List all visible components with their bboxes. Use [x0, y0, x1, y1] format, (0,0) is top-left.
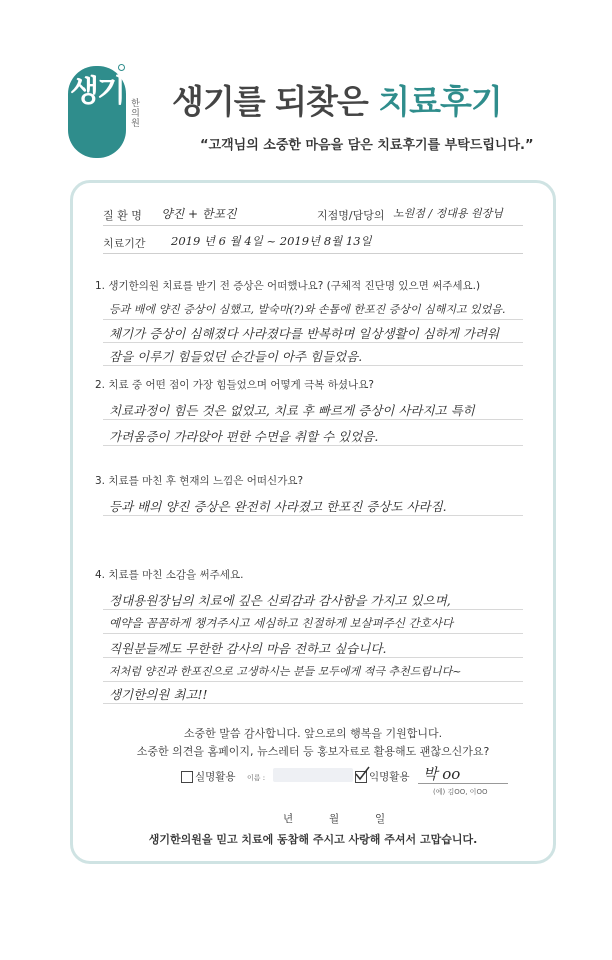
- answer-2-line-2: 가려움증이 가라앉아 편한 수면을 취할 수 있었음.: [109, 429, 379, 444]
- question-4: 4. 치료를 마친 소감을 써주세요.: [95, 569, 244, 581]
- answer-1: [103, 295, 523, 367]
- answer-line: [103, 657, 523, 658]
- answer-3: [103, 491, 523, 521]
- answer-2: [103, 395, 523, 447]
- date-year-label: 년: [283, 813, 294, 825]
- answer-1-line-3: 잠을 이루기 힘들었던 순간들이 아주 힘들었음.: [109, 349, 363, 364]
- name-label: 이름 :: [247, 774, 266, 782]
- logo-subtext: 한의원: [129, 98, 139, 128]
- page-title: [172, 76, 502, 123]
- footer-message: 생기한의원을 믿고 치료에 동참해 주시고 사랑해 주셔서 고맙습니다.: [148, 833, 478, 846]
- answer-line: [103, 681, 523, 682]
- date-month-label: 월: [329, 813, 340, 825]
- title-accent: 치료후기: [378, 82, 502, 121]
- anonymous-value: 박 oo: [423, 765, 461, 783]
- answer-line: [103, 365, 523, 366]
- branch-label: 지점명/담당의: [317, 209, 385, 222]
- period-value: 2019 년 6 월 4일 ~ 2019년 8월 13일: [171, 234, 372, 248]
- disease-value: 양진 + 한포진: [161, 207, 237, 221]
- question-2: 2. 치료 중 어떤 점이 가장 힘들었으며 어떻게 극복 하셨나요?: [95, 379, 374, 391]
- answer-line: [103, 703, 523, 704]
- answer-line: [103, 609, 523, 610]
- answer-4-line-1: 정대용원장님의 치료에 깊은 신뢰감과 감사함을 가지고 있으며,: [109, 593, 451, 608]
- answer-3-line-1: 등과 배의 양진 증상은 완전히 사라졌고 한포진 증상도 사라짐.: [109, 499, 447, 514]
- page-subtitle: “고객님의 소중한 마음을 담은 치료후기를 부탁드립니다.”: [200, 138, 534, 153]
- logo-dot-icon: [118, 64, 125, 71]
- review-form: [70, 180, 556, 864]
- thanks-line-2: 소중한 의견을 홈페이지, 뉴스레터 등 홍보자료로 활용해도 괜찮으신가요?: [136, 745, 490, 758]
- anonymous-underline: [418, 783, 508, 784]
- branch-value: 노원점 / 정대용 원장님: [393, 207, 503, 220]
- answer-4-line-2: 예약을 꼼꼼하게 챙겨주시고 세심하고 친절하게 보살펴주신 간호사다: [109, 616, 454, 630]
- answer-2-line-1: 치료과정이 힘든 것은 없었고, 치료 후 빠르게 증상이 사라지고 특히: [109, 403, 475, 418]
- period-row: [103, 229, 523, 254]
- answer-4-line-3: 직원분들께도 무한한 감사의 마음 전하고 싶습니다.: [109, 641, 387, 656]
- answer-1-line-1: 등과 배에 양진 증상이 심했고, 발숙마(?)와 손톱에 한포진 증상이 심해지고 있었음.: [109, 303, 506, 316]
- real-name-checkbox[interactable]: [181, 771, 193, 783]
- date-day-label: 일: [375, 813, 386, 825]
- answer-1-line-2: 체기가 증상이 심해졌다 사라졌다를 반복하며 일상생활이 심하게 가려워: [109, 326, 500, 341]
- answer-line: [103, 633, 523, 634]
- answer-4-line-5: 생기한의원 최고!!: [109, 687, 208, 702]
- answer-line: [103, 342, 523, 343]
- disease-row: [103, 201, 523, 226]
- real-name-label: 실명활용: [195, 771, 236, 783]
- anonymous-label: 익명활용: [369, 771, 410, 783]
- question-1: 1. 생기한의원 치료를 받기 전 증상은 어떠했나요? (구체적 진단명 있으면 써주세요.): [95, 280, 481, 292]
- answer-line: [103, 319, 523, 320]
- check-mark-icon: [354, 766, 370, 782]
- answer-4-line-4: 저처럼 양진과 한포진으로 고생하시는 분들 모두에게 적극 추천드립니다~: [109, 665, 462, 678]
- answer-line: [103, 445, 523, 446]
- question-3: 3. 치료를 마친 후 현재의 느낌은 어떠신가요?: [95, 475, 304, 487]
- clinic-logo: [68, 66, 126, 158]
- name-field-redacted[interactable]: [273, 768, 353, 782]
- anonymous-example: (예) 김OO, 이OO: [433, 788, 488, 796]
- logo-text: 생기: [70, 74, 124, 109]
- title-main: 생기를 되찾은: [172, 82, 379, 121]
- period-label: 치료기간: [103, 237, 146, 250]
- answer-4: [103, 585, 523, 705]
- anonymous-checkbox[interactable]: [355, 771, 367, 783]
- thanks-line-1: 소중한 말씀 감사합니다. 앞으로의 행복을 기원합니다.: [183, 727, 443, 740]
- answer-line: [103, 515, 523, 516]
- answer-line: [103, 419, 523, 420]
- disease-label: 질 환 명: [103, 209, 142, 222]
